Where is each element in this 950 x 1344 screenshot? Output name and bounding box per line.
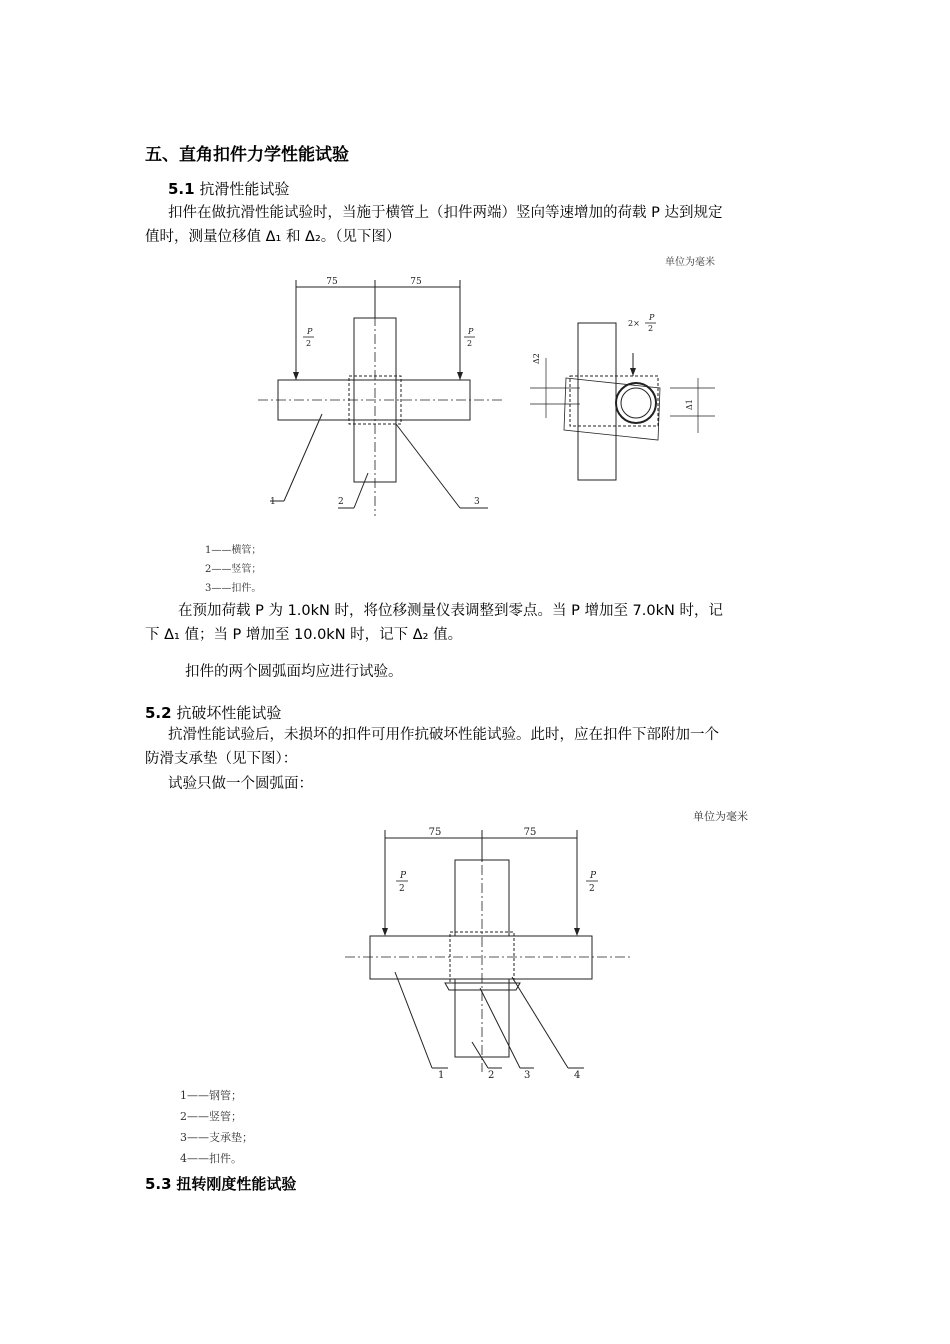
callout-number: 1 [438,1070,445,1081]
load-label: P [307,327,313,336]
horizontal-tube [370,936,592,979]
subsection-number: 5.1 [168,180,195,198]
delta-label: Δ1 [685,399,694,410]
callout-number: 3 [474,497,480,507]
paragraph: 在预加荷载 P 为 1.0kN 时，将位移测量仪表调整到零点。当 P 增加至 7.0kN 时，记 [178,603,723,619]
paragraph: 试验只做一个圆弧面： [168,776,313,792]
callout-number: 3 [524,1070,531,1081]
legend-item: 3——支承垫； [180,1131,253,1144]
load-label: 2 [467,339,473,348]
paragraph: 防滑支承垫（见下图）： [145,751,298,767]
load-label: 2× [628,319,640,328]
dimension-label: 75 [326,277,338,287]
dimension-label: 75 [410,277,422,287]
load-label: 2 [399,884,405,894]
paragraph: 下 Δ₁ 值；当 P 增加至 10.0kN 时，记下 Δ₂ 值。 [145,627,463,643]
callout-number: 2 [338,497,344,507]
legend-item: 4——扣件。 [180,1152,242,1165]
subsection-heading-5-2 [145,702,281,723]
callout-number: 1 [270,497,276,507]
figure-anti-failure [340,822,640,1084]
subsection-title: 抗破坏性能试验 [176,704,282,722]
paragraph: 扣件在做抗滑性能试验时，当施于横管上（扣件两端）竖向等速增加的荷载 P 达到规定 [168,205,723,221]
figure-anti-slip [250,268,730,528]
legend-item: 2——竖管； [205,564,262,575]
delta-label: Δ2 [532,353,541,364]
dimension-label: 75 [428,827,442,838]
legend-item: 1——横管； [205,545,262,556]
section-title: 五、直角扣件力学性能试验 [145,145,349,165]
dimension-label: 75 [523,827,537,838]
vertical-tube-side [578,323,616,480]
load-label: P [468,327,474,336]
load-label: 2 [306,339,312,348]
load-label: P [590,871,597,881]
subsection-title: 扭转刚度性能试验 [176,1175,297,1193]
subsection-heading-5-3 [145,1173,296,1194]
load-label: 2 [589,884,595,894]
tube-section [616,383,656,423]
paragraph: 扣件的两个圆弧面均应进行试验。 [185,664,403,680]
paragraph: 抗滑性能试验后，未损坏的扣件可用作抗破坏性能试验。此时，应在扣件下部附加一个 [168,727,719,743]
subsection-number: 5.3 [145,1175,172,1193]
legend-item: 3——扣件。 [205,583,262,594]
subsection-number: 5.2 [145,704,172,722]
load-label: P [400,871,407,881]
callout-number: 4 [574,1070,581,1081]
unit-label: 单位为毫米 [693,810,748,823]
legend-item: 2——竖管； [180,1110,242,1123]
callout-number: 2 [488,1070,495,1081]
load-label: P [649,313,655,322]
paragraph: 值时，测量位移值 Δ₁ 和 Δ₂。（见下图） [145,229,401,245]
load-label: 2 [648,324,654,333]
legend [180,1085,253,1169]
subsection-heading-5-1 [168,178,289,199]
unit-label: 单位为毫米 [665,257,715,268]
legend-item: 1——钢管； [180,1089,242,1102]
subsection-title: 抗滑性能试验 [199,180,290,198]
legend [205,541,261,598]
